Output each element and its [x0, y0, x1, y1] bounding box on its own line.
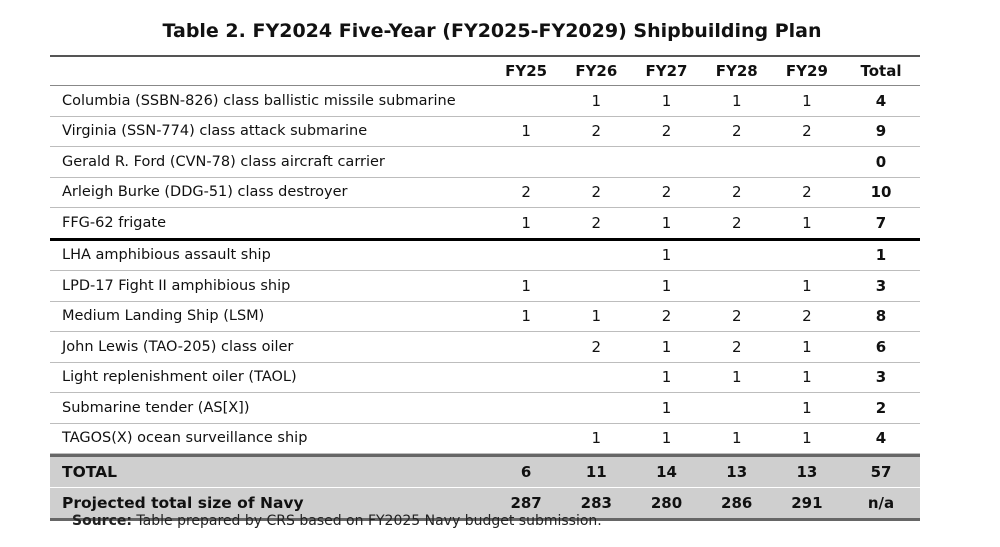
cell-total: 6 — [875, 337, 887, 356]
table-row — [50, 117, 920, 148]
table-row — [50, 424, 920, 455]
table-row — [50, 393, 920, 424]
cell-fy29: 2 — [802, 183, 812, 202]
cell-fy25: 2 — [521, 183, 531, 202]
table-row — [50, 86, 920, 117]
cell-fy29: 1 — [802, 337, 812, 356]
cell-fy29: 1 — [802, 91, 812, 110]
cell-fy27: 1 — [661, 398, 672, 417]
cell-fy29: 13 — [796, 463, 818, 481]
cell-fy26: 1 — [591, 91, 602, 110]
table-row — [50, 208, 920, 241]
shipbuilding-table — [50, 55, 920, 521]
row-label: Light replenishment oiler (TAOL) — [62, 369, 297, 386]
row-label: Arleigh Burke (DDG-51) class destroyer — [62, 184, 348, 201]
cell-total: 9 — [875, 122, 887, 141]
cell-fy25: 287 — [510, 494, 542, 512]
cell-fy29: 1 — [802, 429, 812, 448]
column-header-fy29: FY29 — [785, 62, 828, 80]
row-label: Virginia (SSN-774) class attack submarine — [62, 123, 368, 140]
cell-fy25: 1 — [521, 122, 531, 141]
cell-fy27: 1 — [661, 213, 672, 232]
cell-total: 4 — [875, 91, 887, 110]
cell-fy28: 1 — [731, 368, 742, 387]
table-row — [50, 332, 920, 363]
cell-fy29: 1 — [802, 276, 812, 295]
cell-fy27: 1 — [661, 91, 672, 110]
column-header-total: Total — [860, 62, 902, 80]
source-text: Table prepared by CRS based on FY2025 Navy budget submission. — [136, 513, 602, 529]
source-note — [72, 513, 602, 529]
cell-fy29: 1 — [802, 368, 812, 387]
cell-fy26: 283 — [580, 494, 612, 512]
row-label: John Lewis (TAO-205) class oiler — [62, 338, 294, 355]
table-row — [50, 302, 920, 333]
cell-total: 2 — [875, 398, 887, 417]
row-label: TAGOS(X) ocean surveillance ship — [62, 430, 308, 447]
cell-total: 57 — [870, 463, 892, 481]
cell-fy25: 6 — [520, 463, 532, 481]
cell-fy29: 1 — [802, 398, 812, 417]
cell-total: 4 — [875, 429, 887, 448]
cell-total: 1 — [875, 246, 887, 265]
row-label: Medium Landing Ship (LSM) — [62, 308, 265, 325]
cell-fy28: 2 — [731, 122, 742, 141]
cell-total: 7 — [875, 213, 887, 232]
cell-fy27: 1 — [661, 337, 672, 356]
row-label: Gerald R. Ford (CVN-78) class aircraft carrier — [62, 153, 385, 170]
table-row — [50, 178, 920, 209]
cell-fy27: 1 — [661, 276, 672, 295]
cell-fy27: 2 — [661, 122, 672, 141]
table-row — [50, 363, 920, 394]
column-header-fy25: FY25 — [505, 62, 548, 80]
cell-fy26: 2 — [591, 213, 602, 232]
cell-total: n/a — [867, 494, 895, 512]
cell-total: 8 — [875, 307, 887, 326]
cell-fy26: 2 — [591, 183, 602, 202]
cell-fy27: 2 — [661, 307, 672, 326]
cell-fy27: 2 — [661, 183, 672, 202]
row-label: Columbia (SSBN-826) class ballistic missile submarine — [62, 92, 456, 109]
cell-total: 3 — [875, 368, 887, 387]
cell-fy26: 1 — [591, 429, 602, 448]
table-row — [50, 241, 920, 272]
cell-fy25: 1 — [521, 213, 531, 232]
cell-fy25: 1 — [521, 276, 531, 295]
cell-fy28: 2 — [731, 213, 742, 232]
cell-fy27: 1 — [661, 246, 672, 265]
cell-fy26: 2 — [591, 122, 602, 141]
cell-fy28: 2 — [731, 307, 742, 326]
cell-fy28: 286 — [721, 494, 753, 512]
table-header-row — [50, 55, 920, 86]
cell-fy27: 280 — [650, 494, 683, 512]
cell-fy29: 2 — [802, 307, 812, 326]
cell-fy28: 1 — [731, 91, 742, 110]
row-label: Submarine tender (AS[X]) — [62, 399, 250, 416]
row-label: FFG-62 frigate — [62, 214, 166, 231]
source-label: Source: — [72, 513, 132, 529]
cell-fy27: 1 — [661, 368, 672, 387]
cell-fy28: 1 — [731, 429, 742, 448]
column-header-fy27: FY27 — [645, 62, 688, 80]
cell-fy25: 1 — [521, 307, 531, 326]
cell-fy27: 14 — [656, 463, 677, 481]
row-label: LHA amphibious assault ship — [62, 247, 271, 264]
cell-fy28: 13 — [726, 463, 748, 481]
table-row — [50, 147, 920, 178]
table-row — [50, 271, 920, 302]
row-label: Projected total size of Navy — [62, 494, 304, 512]
cell-total: 3 — [875, 276, 887, 295]
column-header-fy28: FY28 — [715, 62, 758, 80]
column-header-fy26: FY26 — [575, 62, 618, 80]
cell-total: 10 — [870, 183, 892, 202]
cell-fy29: 1 — [802, 213, 812, 232]
row-label: TOTAL — [62, 463, 117, 481]
cell-fy28: 2 — [731, 337, 742, 356]
cell-total: 0 — [875, 152, 887, 171]
table-title: Table 2. FY2024 Five-Year (FY2025-FY2029) Shipbuilding Plan — [162, 20, 822, 42]
cell-fy28: 2 — [731, 183, 742, 202]
row-label: LPD-17 Fight II amphibious ship — [62, 277, 291, 294]
cell-fy26: 11 — [585, 463, 607, 481]
cell-fy29: 2 — [802, 122, 812, 141]
cell-fy27: 1 — [661, 429, 672, 448]
total-row — [50, 454, 920, 488]
cell-fy26: 2 — [591, 337, 602, 356]
cell-fy29: 291 — [791, 494, 823, 512]
cell-fy26: 1 — [591, 307, 602, 326]
